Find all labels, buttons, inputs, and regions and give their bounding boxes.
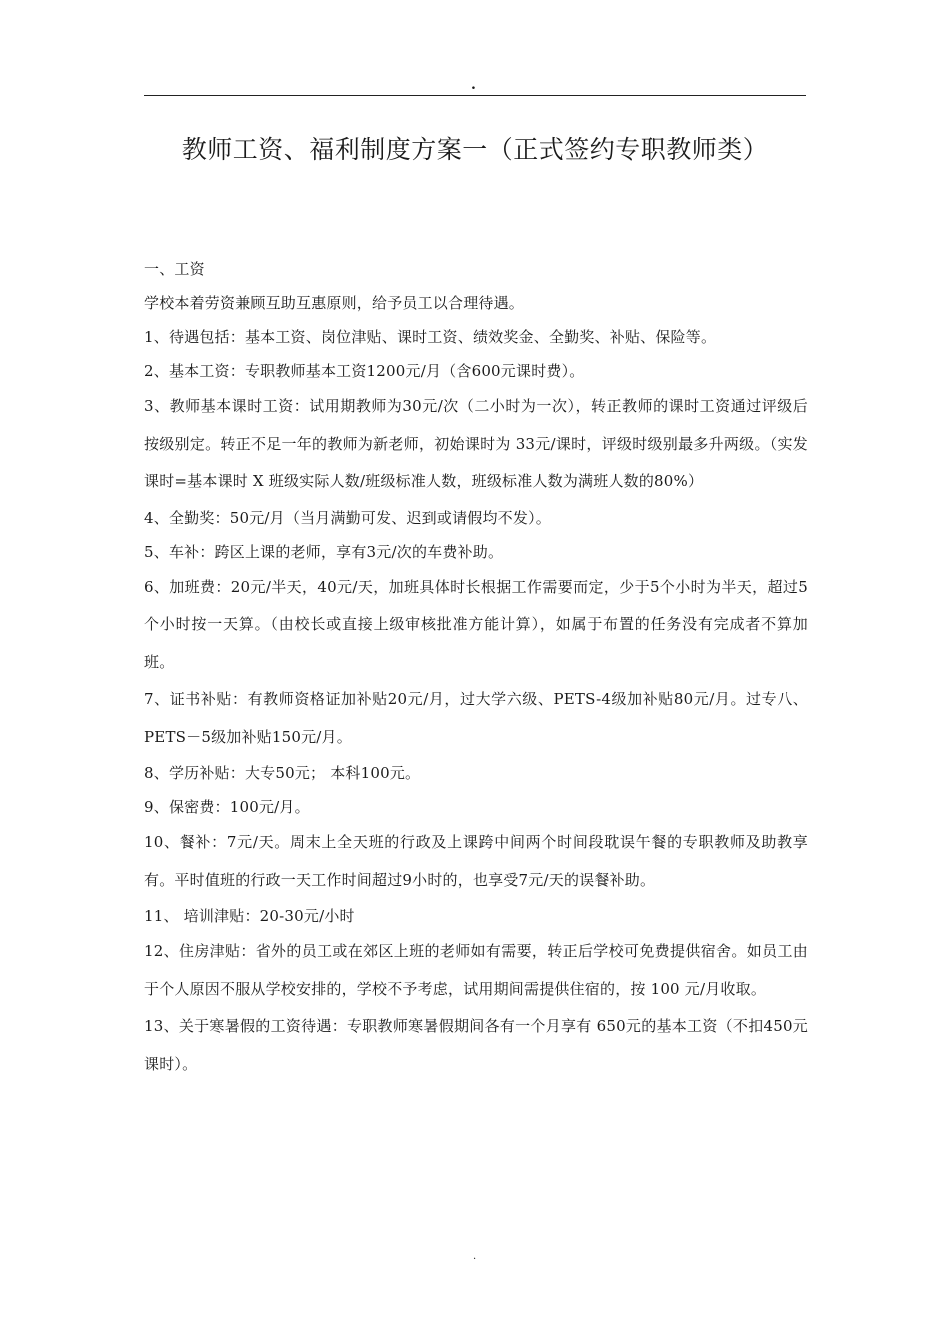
intro-paragraph: 学校本着劳资兼顾互助互惠原则，给予员工以合理待遇。 <box>144 294 525 312</box>
item-confidentiality-fee: 9、保密费：100元/月。 <box>144 798 310 816</box>
item-vacation-pay: 13、关于寒暑假的工资待遇：专职教师寒暑假期间各有一个月享有 650元的基本工资（不扣450元课时）。 <box>144 1017 808 1073</box>
item-base-salary: 2、基本工资：专职教师基本工资1200元/月（含600元课时费）。 <box>144 362 585 380</box>
item-housing-allowance: 12、住房津贴：省外的员工或在郊区上班的老师如有需要，转正后学校可免费提供宿舍。如员工由于个人原因不服从学校安排的，学校不予考虑，试用期间需提供住宿的，按 100 元/月收取。 <box>144 942 808 998</box>
item-education-subsidy: 8、学历补贴：大专50元； 本科100元。 <box>144 764 421 782</box>
section-heading-salary: 一、工资 <box>144 260 205 278</box>
item-certificate-subsidy: 7、证书补贴：有教师资格证加补贴20元/月，过大学六级、PETS-4级加补贴80元/月。过专八、PETS－5级加补贴150元/月。 <box>144 690 808 746</box>
footer-marker: . <box>473 1251 477 1262</box>
document-title: 教师工资、福利制度方案一（正式签约专职教师类） <box>181 135 769 164</box>
header-rule <box>144 95 806 96</box>
item-meal-subsidy: 10、餐补：7元/天。周末上全天班的行政及上课跨中间两个时间段耽误午餐的专职教师及助教享有。平时值班的行政一天工作时间超过9小时的，也享受7元/天的误餐补助。 <box>144 833 808 889</box>
item-training-allowance: 11、 培训津贴：20-30元/小时 <box>144 907 355 925</box>
header-marker: . <box>471 77 476 93</box>
item-transport-subsidy: 5、车补：跨区上课的老师，享有3元/次的车费补助。 <box>144 542 504 561</box>
item-overtime-pay: 6、加班费：20元/半天，40元/天，加班具体时长根据工作需要而定，少于5个小时为半天，超过5个小时按一天算。（由校长或直接上级审核批准方能计算），如属于布置的任务没有完成者不算加班。 <box>144 577 808 671</box>
item-benefits-list: 1、待遇包括：基本工资、岗位津贴、课时工资、绩效奖金、全勤奖、补贴、保险等。 <box>144 328 717 346</box>
document-body <box>144 252 808 1083</box>
item-attendance-bonus: 4、全勤奖：50元/月（当月满勤可发、迟到或请假均不发）。 <box>144 508 551 527</box>
item-class-hour-pay: 3、教师基本课时工资：试用期教师为30元/次（二小时为一次），转正教师的课时工资通过评级后按级别定。转正不足一年的教师为新老师，初始课时为 33元/课时，评级时级别最多升两级。（实发课时=基本课时 X 班级实际人数/班级标准人数，班级标准人数为满班人数的80%） <box>144 397 808 490</box>
